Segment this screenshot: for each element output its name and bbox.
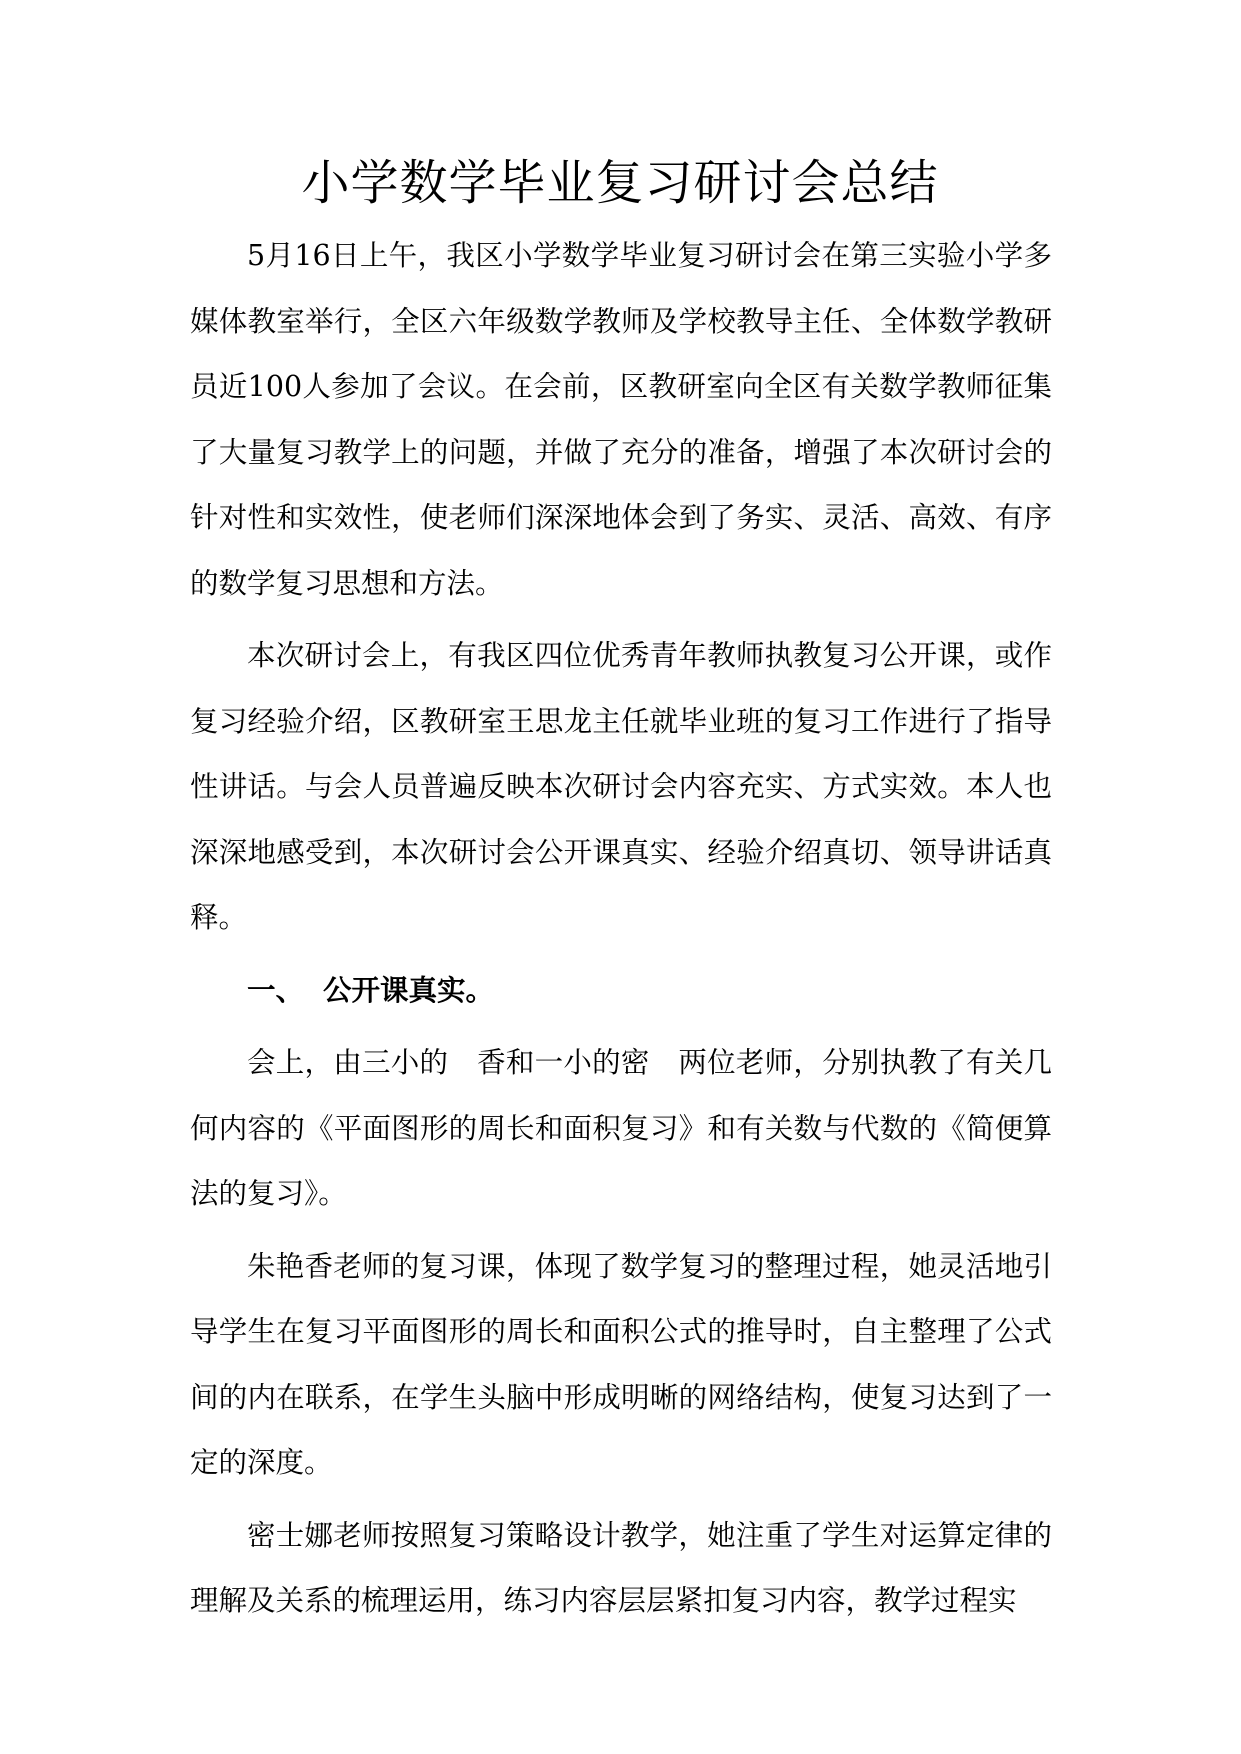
document-title: 小学数学毕业复习研讨会总结 [301, 155, 939, 211]
paragraph-section-2: 朱艳香老师的复习课，体现了数学复习的整理过程，她灵活地引导学生在复习平面图形的周长和面积公式的推导时，自主整理了公式间的内在联系，在学生头脑中形成明晰的网络结构，使复习达到了一定的深度。 [190, 1249, 1052, 1479]
paragraph-overview: 本次研讨会上，有我区四位优秀青年教师执教复习公开课，或作复习经验介绍，区教研室王思龙主任就毕业班的复习工作进行了指导性讲话。与会人员普遍反映本次研讨会内容充实、方式实效。本人也深深地感受到，本次研讨会公开课真实、经验介绍真切、领导讲话真释。 [190, 639, 1052, 934]
section-heading-text: 公开课真实。 [323, 973, 495, 1007]
paragraph-section-1: 会上，由三小的 香和一小的密 两位老师，分别执教了有关几何内容的《平面图形的周长和面积复习》和有关数与代数的《简便算法的复习》。 [190, 1046, 1052, 1210]
paragraph-section-3: 密士娜老师按照复习策略设计教学，她注重了学生对运算定律的理解及关系的梳理运用，练习内容层层紧扣复习内容，教学过程实 [190, 1518, 1052, 1617]
section-number: 一、 [247, 973, 305, 1007]
section-heading [190, 958, 1052, 1024]
document-body [190, 223, 1052, 1641]
paragraph-intro: 5月16日上午，我区小学数学毕业复习研讨会在第三实验小学多媒体教室举行，全区六年级数学教师及学校教导主任、全体数学教研员近100人参加了会议。在会前，区教研室向全区有关数学教师征集了大量复习教学上的问题，并做了充分的准备，增强了本次研讨会的针对性和实效性，使老师们深深地体会到了务实、灵活、高效、有序的数学复习思想和方法。 [190, 239, 1052, 600]
